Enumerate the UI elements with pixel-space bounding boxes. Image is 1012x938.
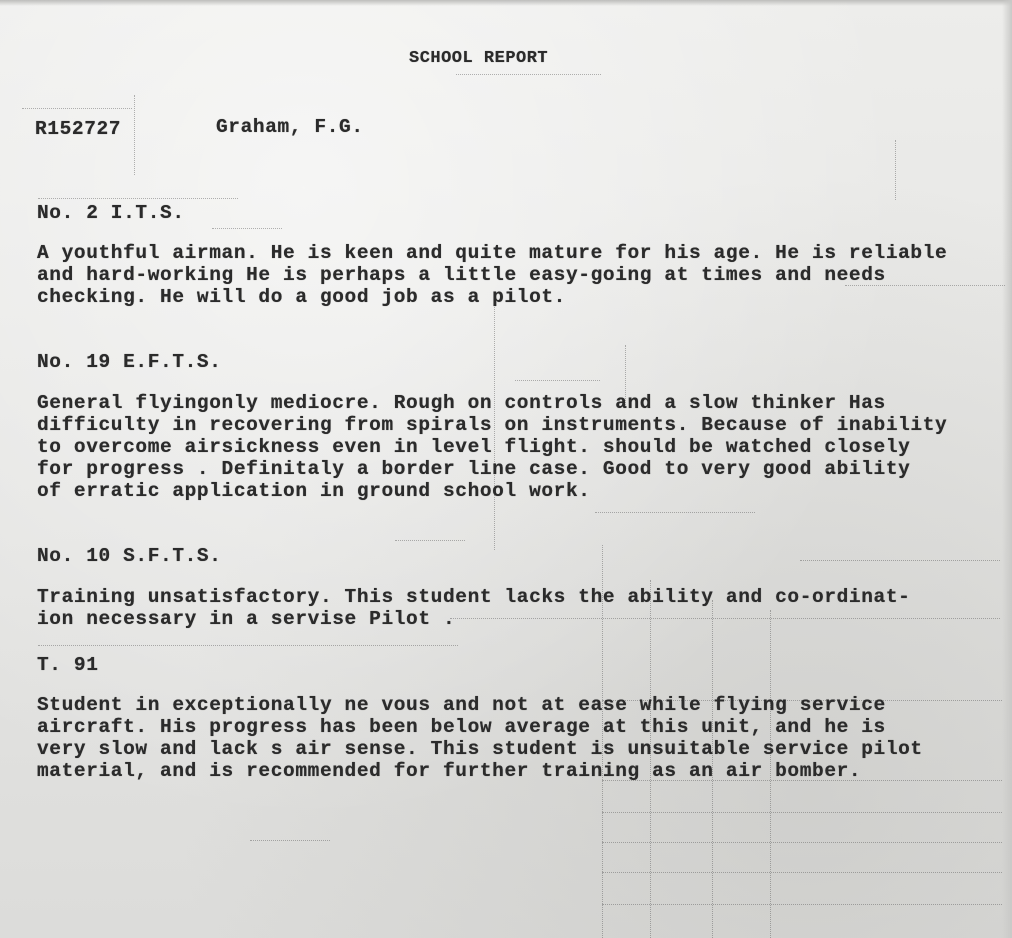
ghost-line: [250, 840, 330, 841]
section-heading-sfts: No. 10 S.F.T.S.: [37, 545, 222, 567]
remark-line: difficulty in recovering from spirals on instruments. Because of inability: [37, 414, 948, 436]
ghost-line: [38, 198, 238, 199]
service-number: R152727: [35, 118, 122, 140]
remark-line: aircraft. His progress has been below average at this unit, and he is: [37, 716, 886, 738]
remark-line: checking. He will do a good job as a pilot.: [37, 286, 566, 308]
ghost-line: [602, 904, 1002, 905]
remark-line: of erratic application in ground school work.: [37, 480, 591, 502]
remark-line: General flyingonly mediocre. Rough on controls and a slow thinker Has: [37, 392, 886, 414]
ghost-line: [595, 512, 755, 513]
ghost-line: [134, 95, 135, 175]
ghost-line: [456, 74, 601, 75]
ghost-line: [895, 140, 896, 200]
ghost-line: [212, 228, 282, 229]
ghost-line: [602, 872, 1002, 873]
ghost-line: [38, 645, 458, 646]
section-heading-t91: T. 91: [37, 654, 99, 676]
ghost-line: [450, 618, 1000, 619]
remark-line: for progress . Definitaly a border line case. Good to very good ability: [37, 458, 911, 480]
ghost-line: [602, 812, 1002, 813]
remark-line: A youthful airman. He is keen and quite mature for his age. He is reliable: [37, 242, 948, 264]
section-heading-efts: No. 19 E.F.T.S.: [37, 351, 222, 373]
remark-line: to overcome airsickness even in level flight. should be watched closely: [37, 436, 911, 458]
ghost-line: [800, 560, 1000, 561]
section-heading-its: No. 2 I.T.S.: [37, 202, 185, 224]
remark-line: and hard-working He is perhaps a little easy-going at times and needs: [37, 264, 886, 286]
remark-line: very slow and lack s air sense. This student is unsuitable service pilot: [37, 738, 923, 760]
page-top-shadow: [0, 0, 1012, 6]
ghost-line: [395, 540, 465, 541]
ghost-line: [22, 108, 132, 109]
ghost-line: [602, 842, 1002, 843]
student-name: Graham, F.G.: [216, 116, 364, 138]
remark-line: material, and is recommended for further training as an air bomber.: [37, 760, 862, 782]
remark-line: ion necessary in a servise Pilot .: [37, 608, 456, 630]
remark-line: Student in exceptionally ne vous and not at ease while flying service: [37, 694, 886, 716]
ghost-line: [515, 380, 600, 381]
report-title: SCHOOL REPORT: [409, 49, 549, 68]
page-right-shadow: [1002, 0, 1012, 938]
remark-line: Training unsatisfactory. This student lacks the ability and co-ordinat-: [37, 586, 911, 608]
